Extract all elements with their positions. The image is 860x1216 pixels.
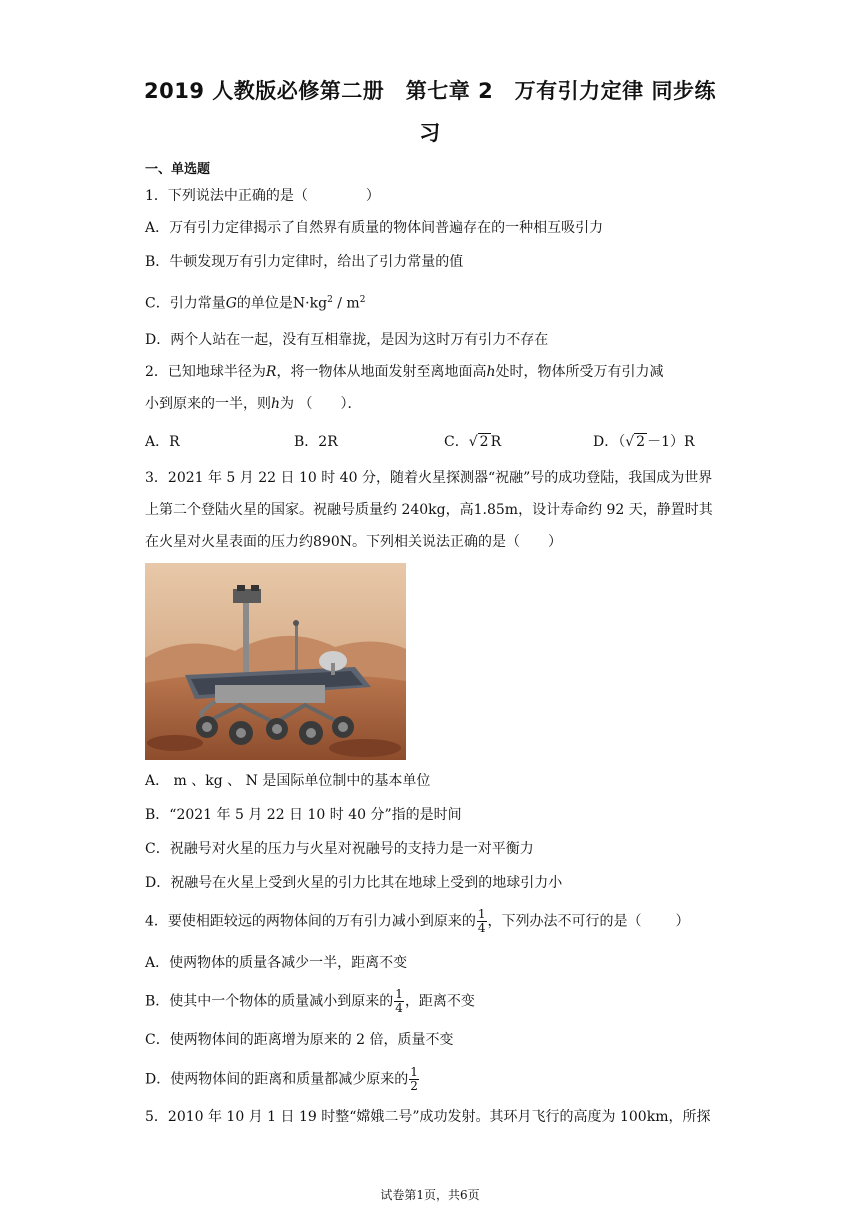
- title-line-1: 2019 人教版必修第二册 第七章 2 万有引力定律 同步练: [144, 79, 716, 103]
- sqrt-symbol: √ 2: [468, 434, 489, 450]
- q4-option-d: D．使两物体间的距离和质量都减少原来的 $\frac{1}{2}$: [145, 1065, 418, 1093]
- q2-option-b: B．2R: [294, 434, 338, 450]
- q3-option-d: D．祝融号在火星上受到火星的引力比其在地球上受到的地球引力小: [145, 875, 563, 891]
- q4-option-b: B．使其中一个物体的质量减小到原来的 $\frac{1}{4}$ ，距离不变: [145, 987, 475, 1015]
- q4-stem: 4．要使相距较远的两物体间的万有引力减小到原来的 $\frac{1}{4}$ ，下列办法不可行的是（ ）: [145, 907, 690, 935]
- q5-stem: 5．2010 年 10 月 1 日 19 时整“嫦娥二号”成功发射。其环月飞行的高度为 100km，所探: [145, 1109, 711, 1125]
- fraction-one-half: $\frac{1}{2}$: [410, 1065, 418, 1093]
- q1-option-b: B．牛顿发现万有引力定律时，给出了引力常量的值: [145, 254, 464, 270]
- q1-stem: 1．下列说法中正确的是（ ）: [145, 188, 380, 204]
- q3-option-b: B．“2021 年 5 月 22 日 10 时 40 分”指的是时间: [145, 807, 462, 823]
- q1-option-a: A．万有引力定律揭示了自然界有质量的物体间普遍存在的一种相互吸引力: [145, 220, 604, 236]
- q1-option-d: D．两个人站在一起，没有互相靠拢，是因为这时万有引力不存在: [145, 332, 549, 348]
- q2-stem-line-1: 2．已知地球半径为R，将一物体从地面发射至离地面高h处时，物体所受万有引力减: [145, 364, 664, 380]
- q4-option-c: C．使两物体间的距离增为原来的 2 倍，质量不变: [145, 1032, 454, 1048]
- sqrt-symbol: √ 2: [625, 434, 646, 450]
- q4-option-a: A．使两物体的质量各减少一半，距离不变: [145, 955, 408, 971]
- mars-rover-image: [145, 563, 406, 760]
- q2-option-d: D．（√ 2 －1）R: [593, 434, 695, 450]
- q1-option-c: C．引力常量G的单位是$N\cdot kg^2 / m^2$: [145, 295, 366, 312]
- section-heading: 一、单选题: [145, 162, 211, 177]
- q3-stem: 3．2021 年 5 月 22 日 10 时 40 分，随着火星探测器“祝融”号的成功登陆，我国成为世界上第二个登陆火星的国家。祝融号质量约 240kg，高1.85m，设计寿命约 92 天，静置时其在火星对火星表面的压力约890N。下列相关说法正确的是（ ）: [145, 470, 713, 550]
- title-line-2: 习: [419, 121, 441, 145]
- page-footer: 试卷第1页，共6页: [380, 1188, 480, 1202]
- q2-option-c: C．√ 2 R: [444, 434, 502, 450]
- rover-illustration: [145, 563, 406, 760]
- fraction-one-quarter: $\frac{1}{4}$: [395, 987, 403, 1015]
- q3-option-a: A． m 、kg 、 N 是国际单位制中的基本单位: [145, 773, 431, 789]
- fraction-one-quarter: $\frac{1}{4}$: [477, 907, 486, 935]
- q2-option-a: A．R: [145, 434, 180, 450]
- page-title: [140, 70, 720, 154]
- q2-stem-line-2: 小到原来的一半，则h为 （ ）．: [145, 396, 362, 412]
- q3-option-c: C．祝融号对火星的压力与火星对祝融号的支持力是一对平衡力: [145, 841, 534, 857]
